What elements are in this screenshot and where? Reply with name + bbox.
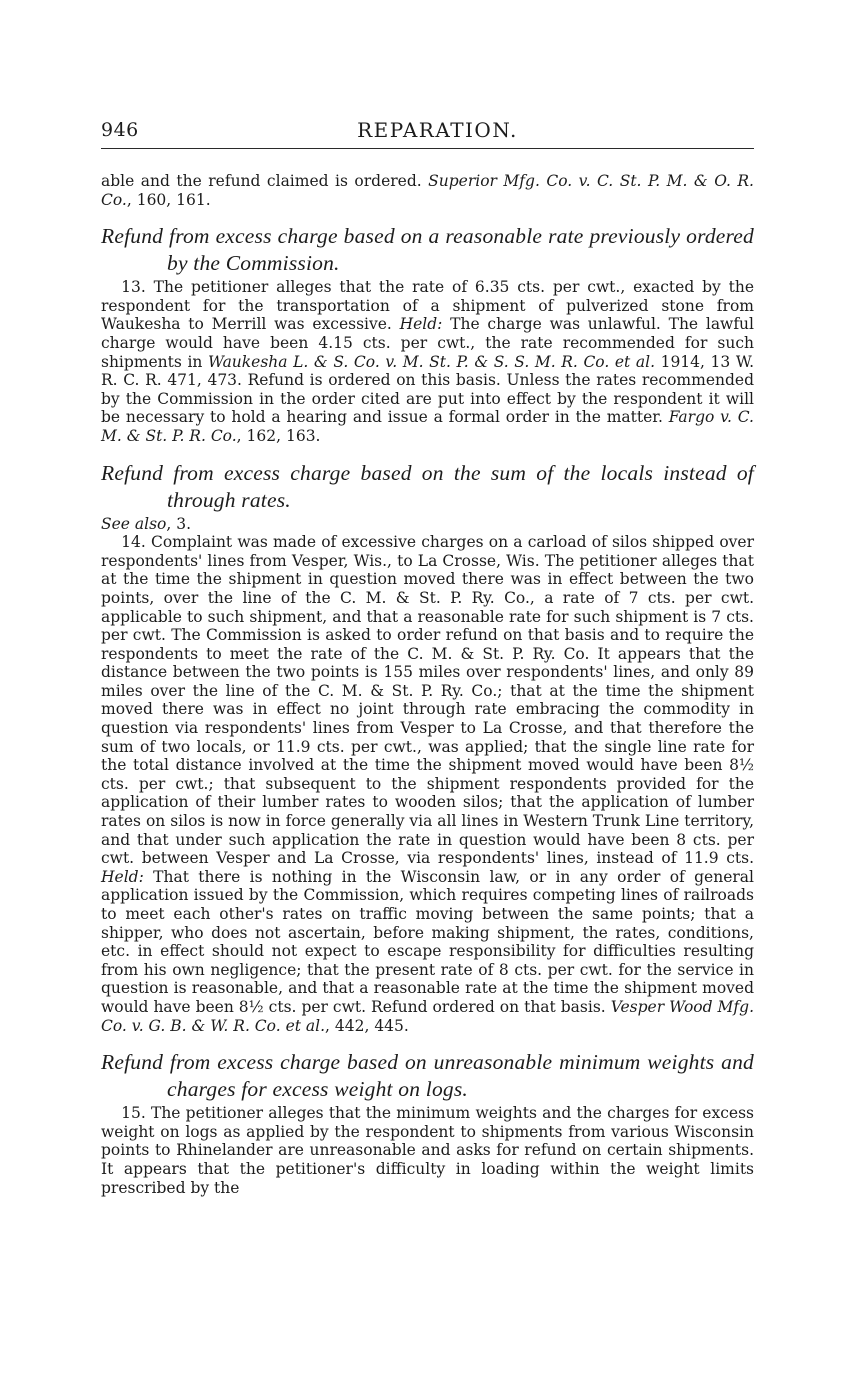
text-run: 14. Complaint was made of excessive charges on a carload of silos shipped over respondents' lines from Vesper, Wis., to La Crosse, Wis. The petitioner alleges that at the time the shipment in question moved there was in effect between the two points, over the line of the C. M. & St. P. Ry. Co., a rate of 7 cts. per cwt. applicable to such shipment, and that a reasonable rate for such shipment is 7 cts. per cwt. The Commission is asked to order refund on that basis and to require the respondents to meet the rate of the C. M. & St. P. Ry. Co. It appears that the distance between the two points is 155 miles over respondents' lines, and only 89 miles over the line of the C. M. & St. P. Ry. Co.; that at the time the shipment moved there was in effect no joint through rate embracing the commodity in question via respondents' lines from Vesper to La Crosse, and that therefore the sum of two locals, or 11.9 cts. per cwt., was applied; that the single line rate for the total distance involved at the time the shipment moved would have been 8½ cts. per cwt.; that subsequent to the shipment respondents provided for the application of their lumber rates to wooden silos; that the application of lumber rates on silos is now in force generally via all lines in Western Trunk Line territory, and that under such application the rate in question would have been 8 cts. per cwt. between Vesper and La Crosse, via respondents' lines, instead of 11.9 cts. — [101, 533, 754, 868]
body-text — [101, 172, 754, 1197]
italic-text: Held: — [101, 867, 144, 886]
page-header — [101, 118, 754, 144]
page-number: 946 — [101, 119, 139, 141]
italic-text: Vesper Wood Mfg. Co. v. G. B. & W. R. Co. et al. — [101, 997, 754, 1035]
text-run: That there is nothing in the Wisconsin law, or in any order of general application issued by the Commission, which requires competing lines of railroads to meet each other's rates on traffic moving between the same points; that a shipper, who does not ascertain, before making shipment, the rates, conditions, etc. in effect should not expect to escape responsibility for difficulties resulting from his own negligence; that the present rate of 8 cts. per cwt. for the service in question is reasonable, and that a reasonable rate at the time the shipment moved would have been 8½ cts. per cwt. Refund ordered on that basis. — [101, 867, 754, 1016]
text-run: , 160, 161. — [126, 190, 211, 209]
running-head: REPARATION. — [357, 118, 518, 142]
text-run: , 3. — [166, 514, 192, 533]
italic-text: Fargo v. C. M. & St. P. R. Co. — [101, 408, 754, 445]
paragraph — [101, 533, 754, 1035]
text-run: , 162, 163. — [236, 426, 321, 445]
text-run: 1914, 13 W. R. C. R. 471, 473. Refund is ordered on this basis. Unless the rates recommended by the Commission in the order cited are put into effect by the respondent it will be necessary to hold a hearing and issue a formal order in the matter. — [101, 352, 755, 427]
section-heading: Refund from excess charge based on unreasonable minimum weights and charges for excess weight on logs. — [101, 1050, 754, 1102]
italic-text: Held: — [399, 315, 443, 334]
paragraph — [101, 278, 754, 445]
text-run: , 442, 445. — [325, 1016, 409, 1035]
section-heading: Refund from excess charge based on the sum of the locals instead of through rates. — [101, 460, 754, 512]
header-rule — [101, 148, 754, 149]
paragraph — [101, 515, 754, 534]
paragraph — [101, 172, 754, 209]
text-run: 15. The petitioner alleges that the minimum weights and the charges for excess weight on logs as applied by the respondent to shipments from various Wisconsin points to Rhinelander are unreasonable and asks for refund on certain shipments. It appears that the petitioner's difficulty in loading within the weight limits prescribed by the — [101, 1104, 754, 1197]
section-heading: Refund from excess charge based on a reasonable rate previously ordered by the Commission. — [101, 224, 754, 276]
italic-text: Waukesha L. & S. Co. v. M. St. P. & S. S. M. R. Co. et al. — [207, 352, 655, 371]
italic-text: Superior Mfg. Co. v. C. St. P. M. & O. R. Co. — [101, 172, 754, 209]
text-run: able and the refund claimed is ordered. — [101, 172, 429, 190]
italic-text: See also — [101, 514, 167, 533]
text-run: 13. The petitioner alleges that the rate of 6.35 cts. per cwt., exacted by the respondent for the transportation of a shipment of pulverized stone from Waukesha to Merrill was excessive. — [101, 278, 754, 334]
text-run: The charge was unlawful. The lawful charge would have been 4.15 cts. per cwt., the rate recommended for such shipments in — [101, 315, 754, 371]
paragraph — [101, 1104, 754, 1197]
